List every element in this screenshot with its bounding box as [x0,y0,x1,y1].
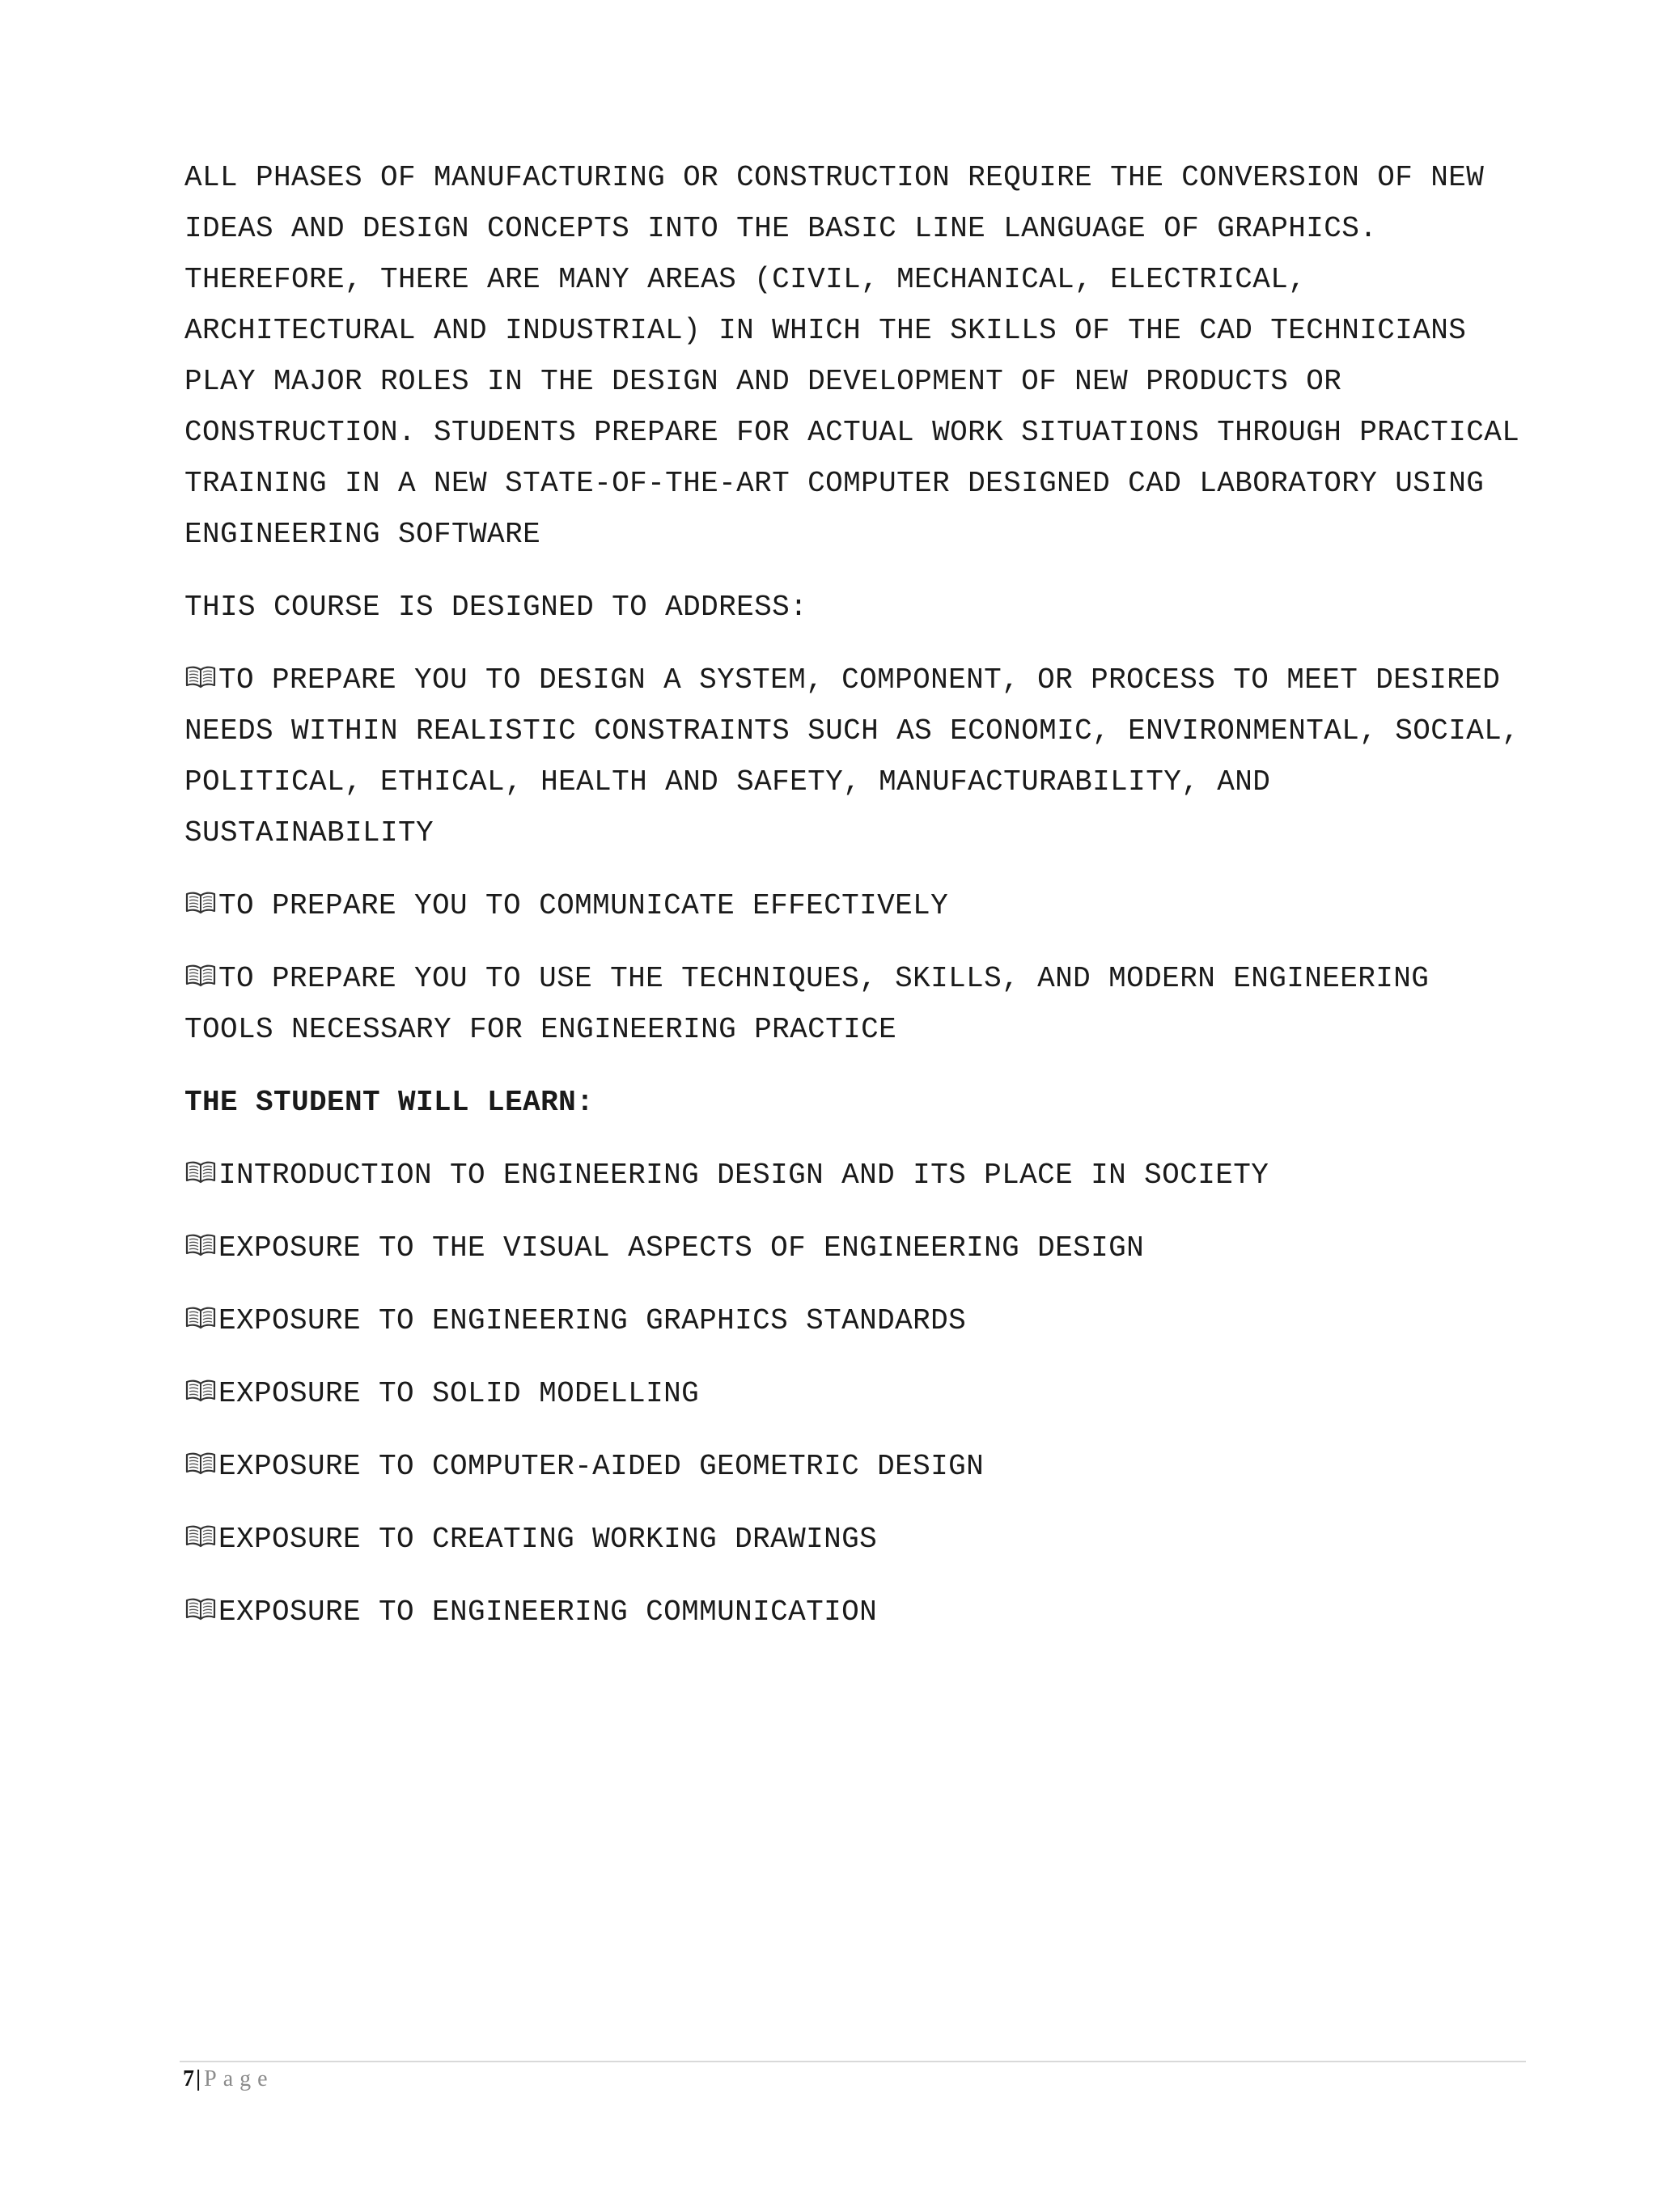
page-number: 7 [183,2066,194,2091]
open-book-icon [184,1524,217,1549]
learn-item [184,1441,1528,1492]
open-book-icon [184,891,217,915]
learn-item-text: INTRODUCTION TO ENGINEERING DESIGN AND ITS PLACE IN SOCIETY [218,1159,1269,1192]
open-book-icon [184,1451,217,1476]
learn-item-text: EXPOSURE TO COMPUTER-AIDED GEOMETRIC DESIGN [218,1450,985,1483]
footer-separator: | [196,2066,201,2091]
footer-divider [180,2061,1526,2062]
learn-item [184,1295,1528,1346]
course-goal-text: TO PREPARE YOU TO USE THE TECHNIQUES, SKILLS, AND MODERN ENGINEERING TOOLS NECESSARY FOR ENGINEERING PRACTICE [184,962,1430,1046]
page-footer [183,2065,274,2094]
learn-item [184,1587,1528,1638]
page-content [184,152,1528,1659]
learn-item [184,1223,1528,1273]
course-heading: THIS COURSE IS DESIGNED TO ADDRESS: [184,591,808,624]
learn-item-text: EXPOSURE TO THE VISUAL ASPECTS OF ENGINEERING DESIGN [218,1231,1145,1265]
intro-paragraph: ALL PHASES OF MANUFACTURING OR CONSTRUCTION REQUIRE THE CONVERSION OF NEW IDEAS AND DESIGN CONCEPTS INTO THE BASIC LINE LANGUAGE OF GRAPHICS. THEREFORE, THERE ARE MANY AREAS (CIVIL, MECHANICAL, ELECTRICAL, ARCHITECTURAL AND INDUSTRIAL) IN WHICH THE SKILLS OF THE CAD TECHNICIANS PLAY MAJOR ROLES IN THE DESIGN AND DEVELOPMENT OF NEW PRODUCTS OR CONSTRUCTION. STUDENTS PREPARE FOR ACTUAL WORK SITUATIONS THROUGH PRACTICAL TRAINING IN A NEW STATE-OF-THE-ART COMPUTER DESIGNED CAD LABORATORY USING ENGINEERING SOFTWARE [184,161,1520,551]
learn-item-text: EXPOSURE TO ENGINEERING GRAPHICS STANDARDS [218,1304,967,1337]
course-goal-item [184,953,1528,1055]
open-book-icon [184,1160,217,1184]
course-goal-text: TO PREPARE YOU TO COMMUNICATE EFFECTIVELY [218,889,949,922]
course-goal-item [184,880,1528,931]
learn-item [184,1368,1528,1419]
open-book-icon [184,964,217,988]
open-book-icon [184,1233,217,1257]
learn-item-text: EXPOSURE TO ENGINEERING COMMUNICATION [218,1595,878,1629]
learn-item-text: EXPOSURE TO SOLID MODELLING [218,1377,700,1410]
open-book-icon [184,1597,217,1621]
course-goal-text: TO PREPARE YOU TO DESIGN A SYSTEM, COMPONENT, OR PROCESS TO MEET DESIRED NEEDS WITHIN REALISTIC CONSTRAINTS SUCH AS ECONOMIC, ENVIRONMENTAL, SOCIAL, POLITICAL, ETHICAL, HEALTH AND SAFETY, MANUFACTURABILITY, AND SUSTAINABILITY [184,663,1520,850]
learn-item [184,1514,1528,1565]
open-book-icon [184,665,217,689]
course-goal-item [184,655,1528,858]
open-book-icon [184,1379,217,1403]
learn-item-text: EXPOSURE TO CREATING WORKING DRAWINGS [218,1523,878,1556]
learn-item [184,1150,1528,1201]
learn-heading: THE STUDENT WILL LEARN: [184,1086,595,1119]
open-book-icon [184,1306,217,1330]
page-label: Page [204,2066,274,2091]
